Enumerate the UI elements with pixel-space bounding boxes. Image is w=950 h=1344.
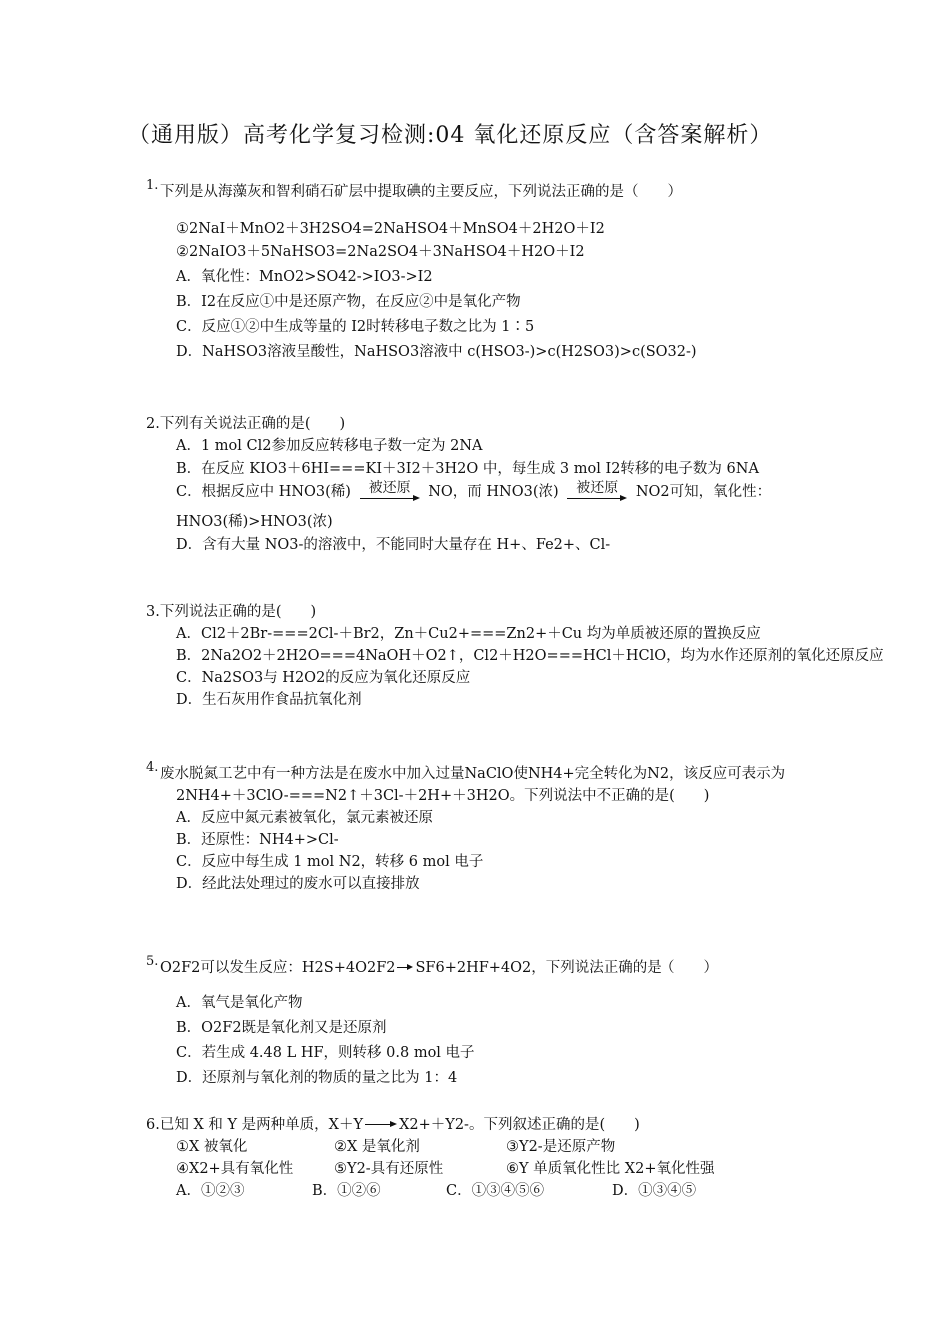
option-d: D．经此法处理过的废水可以直接排放 (176, 876, 420, 892)
arrow-label: 被还原 (368, 480, 411, 496)
statement-4: ④X2+具有氧化性 (176, 1161, 294, 1177)
option-d: D．①③④⑤ (612, 1183, 697, 1199)
option-c: C．若生成 4.48 L HF，则转移 0.8 mol 电子 (176, 1045, 475, 1061)
option-a: A．①②③ (176, 1183, 245, 1199)
statement-1: ①X 被氧化 (176, 1139, 248, 1155)
option-b: B．①②⑥ (312, 1183, 381, 1199)
option-c (176, 481, 826, 503)
question-stem-part-2: SF6+2HF+4O2，下列说法正确的是 (415, 960, 662, 976)
option-c-mid: NO，而 HNO3(浓) (428, 484, 559, 500)
question-stem: 3.下列说法正确的是( ) (146, 604, 317, 620)
option-b: B．I2在反应①中是还原产物，在反应②中是氧化产物 (176, 294, 521, 310)
option-a: A．Cl2＋2Br-===2Cl-＋Br2，Zn＋Cu2+===Zn2+＋Cu 均为单质被还原的置换反应 (176, 626, 761, 642)
statement-2: ②X 是氧化剂 (334, 1139, 420, 1155)
reaction-arrow-icon (397, 964, 413, 972)
arrow-label: 被还原 (576, 480, 619, 496)
question-stem (146, 1115, 640, 1135)
option-d: D．NaHSO3溶液呈酸性，NaHSO3溶液中 c(HSO3-)>c(H2SO3)>c(SO32-) (176, 344, 697, 360)
question-stem: 下列是从海藻灰和智利硝石矿层中提取碘的主要反应，下列说法正确的是（ ） (160, 184, 682, 200)
equation-1: ①2NaI＋MnO2＋3H2SO4=2NaHSO4＋MnSO4＋2H2O＋I2 (176, 221, 605, 237)
option-a: A．氧气是氧化产物 (176, 995, 303, 1011)
option-a: A．氧化性：MnO2>SO42->IO3->I2 (176, 269, 433, 285)
page-title: （通用版）高考化学复习检测:04 氧化还原反应（含答案解析） (128, 123, 773, 148)
option-c: C．①③④⑤⑥ (446, 1183, 545, 1199)
option-c: C．反应中每生成 1 mol N2，转移 6 mol 电子 (176, 854, 484, 870)
option-b: B．在反应 KIO3＋6HI===KI＋3I2＋3H2O 中，每生成 3 mol I2转移的电子数为 6NA (176, 461, 759, 477)
option-b: B．2Na2O2＋2H2O===4NaOH＋O2↑，Cl2＋H2O===HCl＋HClO，均为水作还原剂的氧化还原反应 (176, 648, 884, 664)
question-stem-part-1: 6.已知 X 和 Y 是两种单质，X＋Y (146, 1117, 364, 1133)
option-c: C．Na2SO3与 H2O2的反应为氧化还原反应 (176, 670, 471, 686)
question-stem-part-1: O2F2可以发生反应：H2S+4O2F2 (160, 960, 396, 976)
question-number: 5. (146, 954, 159, 969)
option-a: A．反应中氮元素被氧化，氯元素被还原 (176, 810, 433, 826)
statement-6: ⑥Y 单质氧化性比 X2+氧化性强 (506, 1161, 715, 1177)
option-c-line-2: HNO3(稀)>HNO3(浓) (176, 514, 333, 530)
question-stem (160, 958, 662, 978)
question-stem: 废水脱氮工艺中有一种方法是在废水中加入过量NaClO使NH4+完全转化为N2，该反应可表示为 (160, 766, 786, 782)
option-d: D．生石灰用作食品抗氧化剂 (176, 692, 362, 708)
option-c-prefix: C．根据反应中 HNO3(稀) (176, 484, 351, 500)
statement-3: ③Y2-是还原产物 (506, 1139, 616, 1155)
option-b: B．还原性：NH4+>Cl- (176, 832, 339, 848)
question-stem-part-2: X2+＋Y2-。下列叙述正确的是( ) (399, 1117, 640, 1133)
reaction-arrow-icon (360, 481, 420, 503)
question-stem-line-2: 2NH4+＋3ClO-===N2↑＋3Cl-＋2H+＋3H2O。下列说法中不正确的是( ) (176, 788, 710, 804)
reaction-arrow-icon (365, 1121, 397, 1129)
question-number: 1. (146, 178, 159, 193)
answer-paren: （ ） (660, 960, 718, 976)
option-b: B．O2F2既是氧化剂又是还原剂 (176, 1020, 387, 1036)
option-c-suffix: NO2可知，氧化性： (635, 484, 772, 500)
equation-2: ②2NaIO3＋5NaHSO3=2Na2SO4＋3NaHSO4＋H2O＋I2 (176, 244, 585, 260)
question-number: 4. (146, 760, 159, 775)
statement-5: ⑤Y2-具有还原性 (334, 1161, 444, 1177)
option-d: D．还原剂与氧化剂的物质的量之比为 1：4 (176, 1070, 458, 1086)
question-stem: 2.下列有关说法正确的是( ) (146, 416, 346, 432)
reaction-arrow-icon (567, 481, 627, 503)
option-c: C．反应①②中生成等量的 I2时转移电子数之比为 1∶5 (176, 319, 535, 335)
option-d: D．含有大量 NO3-的溶液中，不能同时大量存在 H+、Fe2+、Cl- (176, 537, 611, 553)
option-a: A．1 mol Cl2参加反应转移电子数一定为 2NA (176, 438, 483, 454)
